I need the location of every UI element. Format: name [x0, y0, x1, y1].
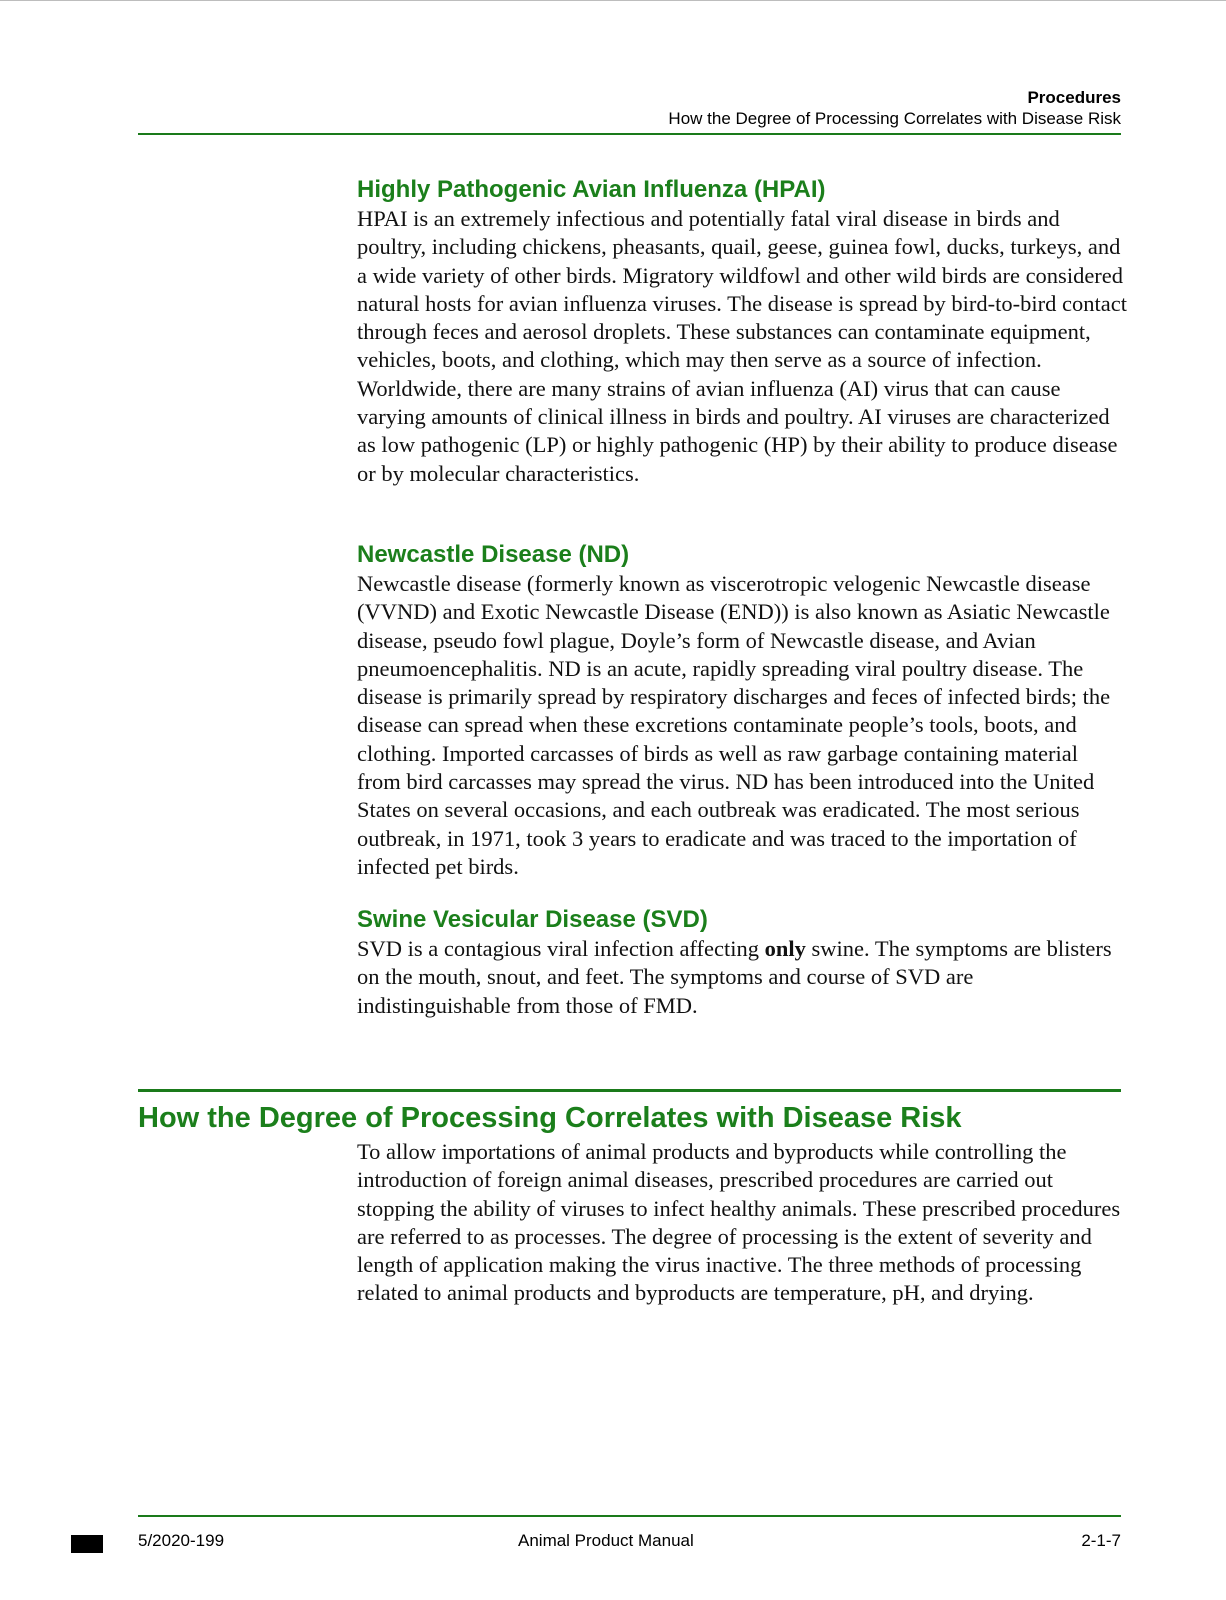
footer-page-number: 2-1-7 — [1081, 1531, 1121, 1550]
nd-section — [357, 540, 1127, 881]
hpai-paragraph: HPAI is an extremely infectious and potentially fatal viral disease in birds and poultry, including chickens, pheasants, quail, geese, guinea fowl, ducks, turkeys, and a wide variety of other birds. Migratory wildfowl and other wild birds are considered natural hosts for avian influenza viruses. The disease is spread by bird-to-bird contact through feces and aerosol droplets. These substances can contaminate equipment, vehicles, boots, and clothing, which may then serve as a source of infection. Worldwide, there are many strains of avian influenza (AI) virus that can cause varying amounts of clinical illness in birds and poultry. AI viruses are characterized as low pathogenic (LP) or highly pathogenic (HP) by their ability to produce disease or by molecular characteristics. — [357, 206, 1127, 486]
hpai-heading: Highly Pathogenic Avian Influenza (HPAI) — [357, 176, 826, 203]
page-top-edge — [0, 0, 1226, 1]
footer-date: 5/2020-199 — [138, 1531, 225, 1550]
footer-manual-title: Animal Product Manual — [518, 1531, 694, 1550]
hpai-section — [357, 175, 1127, 488]
footer-rule — [138, 1515, 1121, 1517]
running-header — [668, 88, 1121, 130]
svd-heading: Swine Vesicular Disease (SVD) — [357, 906, 708, 933]
svd-text-after: swine. The symptoms are blisters on the mouth, snout, and feet. The symptoms and course of SVD are indistinguishable from those of FMD. — [357, 936, 1112, 1018]
change-bar-marker — [71, 1535, 103, 1553]
nd-paragraph: Newcastle disease (formerly known as viscerotropic velogenic Newcastle disease (VVND) and Exotic Newcastle Disease (END)) is also known as Asiatic Newcastle disease, pseudo fowl plague, Doyle’s form of Newcastle disease, and Avian pneumoencephalitis. ND is an acute, rapidly spreading viral poultry disease. The disease is primarily spread by respiratory discharges and feces of infected birds; the disease can spread when these excretions contaminate people’s tools, boots, and clothing. Imported carcasses of birds as well as raw garbage containing material from bird carcasses may spread the virus. ND has been introduced into the United States on several occasions, and each outbreak was eradicated. The most serious outbreak, in 1971, took 3 years to eradicate and was traced to the importation of infected pet birds. — [357, 571, 1111, 879]
header-rule — [138, 133, 1121, 135]
nd-heading: Newcastle Disease (ND) — [357, 541, 630, 568]
svd-paragraph — [357, 935, 1127, 1020]
svd-text-emphasis: only — [764, 936, 806, 961]
processing-heading: How the Degree of Processing Correlates with Disease Risk — [138, 1102, 962, 1134]
running-header-chapter: Procedures — [1027, 88, 1121, 107]
processing-section — [357, 1138, 1127, 1308]
svd-text-before: SVD is a contagious viral infection affecting — [357, 936, 765, 961]
processing-paragraph: To allow importations of animal products and byproducts while controlling the introduction of foreign animal diseases, prescribed procedures are carried out stopping the ability of viruses to infect healthy animals. These prescribed procedures are referred to as processes. The degree of processing is the extent of severity and length of application making the virus inactive. The three methods of processing related to animal products and byproducts are temperature, pH, and drying. — [357, 1139, 1121, 1306]
section-rule — [138, 1089, 1121, 1092]
running-header-section: How the Degree of Processing Correlates with Disease Risk — [668, 109, 1121, 128]
svd-section — [357, 905, 1127, 1020]
